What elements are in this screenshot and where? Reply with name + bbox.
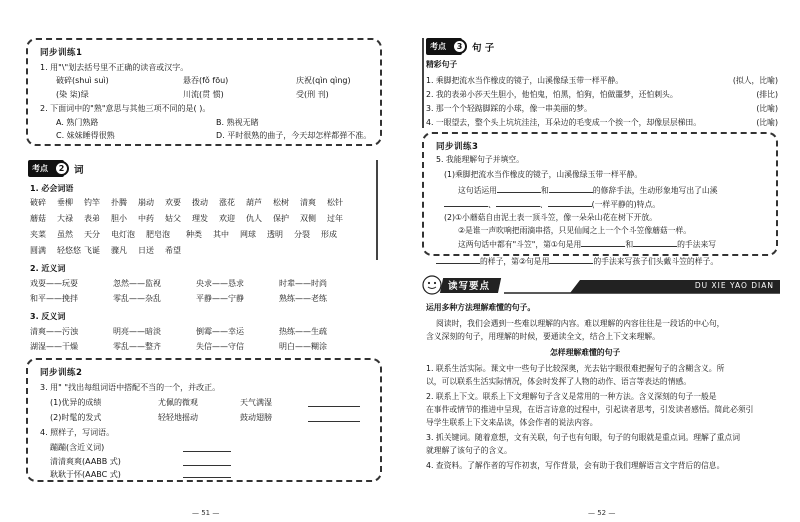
option-text: (染 柒)绿 (56, 90, 89, 99)
sentence-line: ②是谁一声吹响把雨滴串搭，只见仙闻之上一个个斗笠像蘑菇一样。 (458, 226, 692, 235)
synonym-pair: 熟练——老练 (279, 294, 327, 303)
exercise-box-2 (26, 358, 382, 482)
vocab-word: 胆小 (111, 214, 127, 223)
vocab-word: 清爽 (300, 198, 316, 207)
answer-line[interactable] (183, 465, 231, 466)
blank[interactable] (633, 238, 677, 247)
tip-line: 就理解了该句子的含义。 (426, 446, 512, 455)
vocab-word: 双侧 (300, 214, 316, 223)
blank[interactable] (496, 198, 540, 207)
vocab-word: 种类 (186, 230, 202, 239)
vocab-word: 葫芦 (246, 198, 262, 207)
phrase: 鼓动翅膀 (240, 413, 272, 422)
antonym-pair: 零乱——整齐 (113, 342, 161, 351)
sentence-line: (1)乘脚把流水当作橡皮的镜子，山溪像绿玉带一样平静。 (444, 170, 643, 179)
sentence-text: 1. 乘脚把流水当作橡皮的镜子，山溪像绿玉带一样平静。 (426, 76, 624, 85)
fill-text: 的手法来写 (677, 240, 717, 249)
rhetoric-label: (比喻) (756, 104, 778, 113)
fill-text: 的样子，第②句是用 (480, 257, 550, 266)
vocab-word: 天分 (84, 230, 100, 239)
vocab-word: 大禄 (57, 214, 73, 223)
vocab-word: 破碎 (30, 198, 46, 207)
vocab-word: 肥皂泡 (146, 230, 170, 239)
divider-line (422, 38, 424, 128)
vocab-word: 崩动 (138, 198, 154, 207)
antonym-pair: 明亮——暗淡 (113, 327, 161, 336)
vocab-word: 希望 (165, 246, 181, 255)
exercise-title: 同步训练2 (40, 368, 83, 378)
reading-pinyin: DU XIE YAO DIAN (694, 281, 774, 290)
synonym-pair: 零乱——杂乱 (113, 294, 161, 303)
vocab-word: 分裂 (294, 230, 310, 239)
tip-line: 导学生联系上下文来品读，体会作者的说法内容。 (426, 418, 598, 427)
exercise-box-1 (26, 38, 382, 146)
phrase: 尤佩的微观 (158, 398, 198, 407)
blank[interactable] (548, 198, 592, 207)
page-right (400, 0, 800, 522)
vocab-word: 欢迎 (219, 214, 235, 223)
fill-text: 、 (488, 200, 496, 209)
option-text: 庆祝(qìn qìng) (296, 76, 351, 85)
synonym-pair: 戏耍——玩耍 (30, 279, 78, 288)
synonym-pair: 和平——挽拌 (30, 294, 78, 303)
synonym-pair: 忽然——监视 (113, 279, 161, 288)
fill-line (458, 238, 716, 250)
vocab-word: 蘑菇 (30, 214, 46, 223)
tip-line: 3. 抓关键词。随着意想，文有关联，句子也有句眼，句子的句眼就是重点词。理解了重点词 (426, 433, 740, 442)
question-1: 1. 用"\"划去括号里不正确的读音或汉字。 (40, 63, 189, 72)
sentence-line: (2)①小蘑菇自由泥土表一顶斗笠，像一朵朵山花在树下开放。 (444, 213, 657, 222)
antonym-pair: 失信——守信 (196, 342, 244, 351)
sentence-text: 3. 那一个个轻踮脚踩的小球，像一串美丽的梦。 (426, 104, 592, 113)
synonym-pair: 央求——恳求 (196, 279, 244, 288)
vocab-word: 形成 (321, 230, 337, 239)
question-3: 3. 用" "找出每组词语中搭配不当的一个，并改正。 (40, 383, 221, 392)
vocab-word: 保护 (273, 214, 289, 223)
tag-number: 2 (54, 161, 69, 176)
vocab-word: 姑父 (165, 214, 181, 223)
option-text: 悬吞(fǒ fōu) (183, 76, 229, 85)
tip-line: 4. 查资料。了解作者的写作初衷，写作背景，会有助于我们理解语言文字背后的信息。 (426, 461, 725, 470)
fill-line (444, 198, 660, 210)
reading-paragraph: 阅读时，我们会遇到一些难以理解的内容。难以理解的内容往往是一段话的中心句， (436, 319, 725, 328)
fill-text: 、 (539, 200, 548, 209)
vocab-word: 涨花 (219, 198, 235, 207)
phrase: 轻轻地摇动 (158, 413, 198, 422)
option-text: 受(刑 刊) (296, 90, 329, 99)
fill-line (436, 255, 718, 267)
phrase: (1)优异的成绩 (50, 398, 102, 407)
option-text: 破碎(shuì suì) (56, 76, 109, 85)
synonym-pair: 时辈——时尚 (279, 279, 327, 288)
reading-banner (420, 274, 780, 294)
vocab-word: 日送 (138, 246, 154, 255)
answer-line[interactable] (183, 477, 231, 478)
vocab-word: 其中 (213, 230, 229, 239)
choice-b: B. 熟视无睹 (216, 118, 259, 127)
tag-number: 3 (452, 39, 467, 54)
answer-line[interactable] (308, 406, 360, 407)
vocab-word: 理发 (192, 214, 208, 223)
reading-title: 读写要点 (448, 281, 491, 292)
vocab-word: 垂柳 (57, 198, 73, 207)
fill-text: 的修辞手法，生动形象地写出了山溪 (592, 186, 718, 195)
rhetoric-label: (排比) (756, 90, 778, 99)
fill-text: (一样平静的)特点。 (591, 200, 661, 209)
fill-text: 这两句话中都有"斗笠"，第①句是用 (458, 240, 582, 249)
tag-title: 句 子 (472, 43, 495, 54)
antonym-pair: 热练——生疏 (279, 327, 327, 336)
sentence-text: 4. 一眼望去，整个头上坑坑洼洼，耳朵边的毛变成一个挨一个，却像层层梯田。 (426, 118, 702, 127)
blank[interactable] (497, 184, 541, 193)
reading-subheading: 怎样理解难懂的句子 (550, 348, 621, 357)
antonym-pair: 明白——糊涂 (279, 342, 327, 351)
answer-line[interactable] (183, 451, 231, 452)
phrase: (2)时髦的发式 (50, 413, 102, 422)
vocab-word: 中药 (138, 214, 154, 223)
blank[interactable] (436, 255, 480, 264)
blank[interactable] (581, 238, 625, 247)
tip-line: 2. 联系上下文。联系上下文理解句子含义是常用的一种方法。含义深刻的句子一般是 (426, 392, 717, 401)
vocab-word: 扑腾 (111, 198, 127, 207)
fill-text: 和 (540, 186, 549, 195)
section-tag-3 (426, 38, 526, 56)
reading-paragraph: 含义深刻的句子，用理解的时候，要通读全文，结合上下文来理解。 (426, 332, 660, 341)
tip-line: 1. 联系生活实际。课文中一些句子比较深奥，光去钻字眼很难把握句子的含糊含义。所 (426, 364, 725, 373)
antonym-pair: 清爽——污浊 (30, 327, 78, 336)
option-text: 川流(贯 惯) (183, 90, 224, 99)
synonym-pair: 平静——宁静 (196, 294, 244, 303)
rhetoric-label: (比喻) (756, 118, 778, 127)
heading-synonyms: 2. 近义词 (30, 264, 66, 273)
fill-line (458, 184, 718, 196)
antonym-pair: 倒霉——幸运 (196, 327, 244, 336)
blank[interactable] (549, 184, 593, 193)
choice-d: D. 平时很熟的曲子，今天却怎样都弹不准。 (216, 131, 372, 140)
vocab-word: 透明 (267, 230, 283, 239)
vocab-word: 骤凡 (111, 246, 127, 255)
tip-line: 以，可以联系生活实际情况，体会时发挥了人物的动作、语言等表达的情感。 (426, 377, 692, 386)
vocab-word: 飞诞 (84, 246, 100, 255)
divider-line (376, 160, 378, 260)
vocab-word: 圆满 (30, 246, 46, 255)
question-4: 4. 照样子，写词语。 (40, 428, 115, 437)
exercise-box-3 (422, 132, 778, 256)
choice-c: C. 妹妹睡得很熟 (56, 131, 115, 140)
vocab-word: 松针 (327, 198, 343, 207)
tip-line: 在事件或情节的推进中呈现，在语言诗意的过程中，引起读者思考，引发读者感悟。简此必须引 (426, 405, 754, 414)
vocab-word: 松树 (273, 198, 289, 207)
vocab-word: 仇人 (246, 214, 262, 223)
heading-antonyms: 3. 反义词 (30, 312, 66, 321)
heading-sentences: 精彩句子 (426, 60, 458, 69)
section-tag-2 (28, 160, 128, 178)
antonym-pair: 湖湿——干燥 (30, 342, 78, 351)
vocab-word: 钓竿 (84, 198, 100, 207)
sentence-text: 2. 我的表弟小莎天生胆小，他怕鬼，怕黑，怕狗，怕做噩梦，还怕刺头。 (426, 90, 678, 99)
phrase: 天气满湿 (240, 398, 272, 407)
vocab-word: 欢要 (165, 198, 181, 207)
vocab-word: 电灯泡 (111, 230, 135, 239)
vocab-word: 夹菜 (30, 230, 46, 239)
page-number: — 51 — (192, 509, 220, 517)
tag-label: 考点 (426, 38, 462, 55)
answer-line[interactable] (308, 421, 360, 422)
question-2: 2. 下面词中的"熟"意思与其他三项不同的是( )。 (40, 104, 211, 113)
vocab-word: 虽然 (57, 230, 73, 239)
fill-text: 和 (625, 240, 634, 249)
tag-title: 词 (74, 165, 84, 176)
vocab-word: 网球 (240, 230, 256, 239)
blank[interactable] (444, 198, 488, 207)
vocab-word: 表弟 (84, 214, 100, 223)
vocab-word: 拨动 (192, 198, 208, 207)
reading-heading: 运用多种方法理解难懂的句子。 (426, 303, 536, 312)
vocab-word: 轻悠悠 (57, 246, 81, 255)
page-number: — 52 — (588, 509, 616, 517)
word-pattern: 耿耿于怀(AABC 式) (50, 470, 121, 479)
word-pattern: 清清爽爽(AABB 式) (50, 457, 121, 466)
heading-must-know: 1. 必会词语 (30, 184, 74, 193)
choice-a: A. 熟门熟路 (56, 118, 99, 127)
vocab-word: 过年 (327, 214, 343, 223)
word-pattern: 蹦蹦(含近义词) (50, 443, 105, 452)
exercise-title: 同步训练3 (436, 142, 479, 152)
fill-text: 的手法来写孩子们头戴斗笠的样子。 (593, 257, 719, 266)
rhetoric-label: (拟人，比喻) (732, 76, 778, 85)
blank[interactable] (549, 255, 593, 264)
fill-text: 这句话运用 (458, 186, 497, 195)
exercise-title: 同步训练1 (40, 48, 83, 58)
question-5: 5. 我能理解句子并填空。 (436, 155, 524, 164)
tag-label: 考点 (28, 160, 64, 177)
